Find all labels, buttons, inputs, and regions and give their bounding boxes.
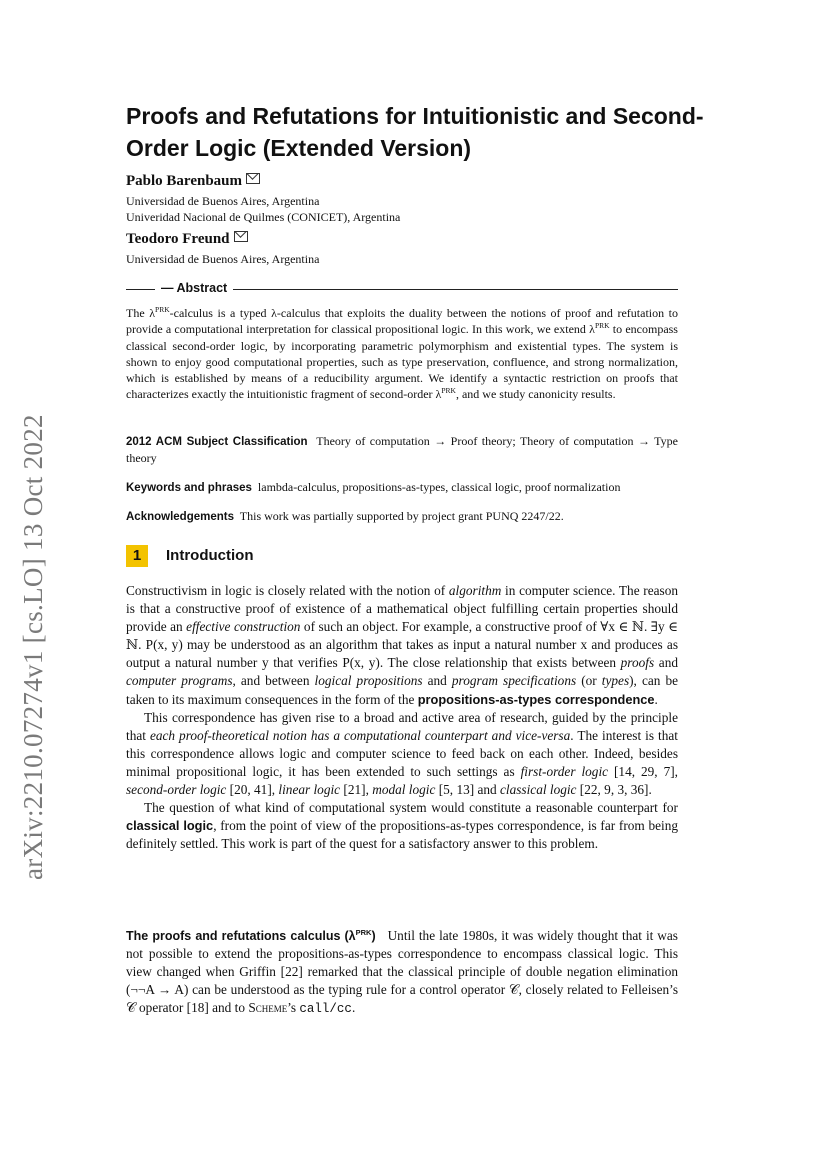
arxiv-identifier: arXiv:2210.07274v1 [cs.LO] 13 Oct 2022 [18,414,48,880]
author-2-name: Teodoro Freund [126,231,230,247]
keywords [126,479,678,496]
author-2 [126,231,248,248]
envelope-icon[interactable] [234,231,248,242]
paragraph: The proofs and refutations calculus $(\lambda^{PRK})$ Until the late 1980s, it was widely thought that it was not possible to extend the propositions-as-types correspondence to encompass classical logic. This view changed when Griffin [22] remarked that the classical principle of double negation elimination (¬¬A → A) can be understood as the typing rule for a control operator 𝒞, closely related to Felleisen’s 𝒞 operator [18] and to Scheme’s call/cc. [126,928,678,1017]
author-1-name: Pablo Barenbaum [126,173,242,189]
paper-title: Proofs and Refutations for Intuitionistic and Second-Order Logic (Extended Version) [126,103,704,161]
acknowledgements-text: This work was partially supported by project grant PUNQ 2247/22. [239,509,564,523]
introduction-body [126,582,678,853]
envelope-icon[interactable] [246,173,260,184]
author-1-affiliations [126,193,400,225]
prk-paragraph [126,927,678,1018]
affiliation: Universidad de Buenos Aires, Argentina [126,194,320,208]
paragraph-heading: The proofs and refutations calculus $(\lambda^{PRK})$ [126,928,376,943]
abstract-dash-icon: — [161,281,177,295]
keywords-label: Keywords and phrases [126,482,252,494]
acknowledgements [126,508,678,525]
keywords-text: lambda-calculus, propositions-as-types, classical logic, proof normalization [257,480,621,494]
abstract-text: The $\lambda^{PRK}$-calculus is a typed λ-calculus that exploits the duality between the notions of proof and refutation to provide a computational interpretation for classical propositional logic. In this work, we extend $\lambda^{PRK}$ to encompass classical second-order logic, by incorporating parametric polymorphism and existential types. The system is shown to enjoy good computational properties, such as type preservation, confluence, and strong normalization, which is established by means of a reducibility argument. We identify a syntactic restriction on proofs that characterizes exactly the intuitionistic fragment of second-order $\lambda^{PRK}$, and we study canonicity results. [126,305,679,402]
affiliation: Universidad de Buenos Aires, Argentina [126,252,320,266]
acknowledgements-label: Acknowledgements [126,511,234,523]
paragraph: This correspondence has given rise to a broad and active area of research, guided by the principle that each proof-theoretical notion has a computational counterpart and vice-versa. The interest is that this correspondence allows logic and computer science to feed back on each other. Indeed, besides minimal propositional logic, it has been extended to such settings as first-order logic [14, 29, 7], second-order logic [20, 41], linear logic [21], modal logic [5, 13] and classical logic [22, 9, 3, 36]. [126,709,678,798]
paragraph: Constructivism in logic is closely related with the notion of algorithm in computer science. The reason is that a constructive proof of existence of a mathematical object fulfilling certain properties should provide an effective construction of such an object. For example, a constructive proof of ∀x ∈ ℕ. ∃y ∈ ℕ. P(x, y) may be understood as an algorithm that takes as input a natural number x and produces as output a natural number y that verifies P(x, y). The close relationship that exists between proofs and computer programs, and between logical propositions and program specifications (or types), can be taken to its maximum consequences in the form of the propositions-as-types correspondence. [126,583,679,707]
acm-classification [126,433,678,467]
abstract-heading: — Abstract [155,281,233,295]
section-title: Introduction [166,547,254,564]
acm-text: Theory of computation → Proof theory; Theory of computation → Type theory [126,434,678,466]
section-number-badge: 1 [126,545,148,567]
affiliation: Univeridad Nacional de Quilmes (CONICET), Argentina [126,210,401,224]
author-2-affiliations [126,251,319,267]
author-1 [126,173,260,190]
paragraph: The question of what kind of computational system would constitute a reasonable counterpart for classical logic, from the point of view of the propositions-as-types correspondence, is far from being definitely settled. This work is part of the quest for a satisfactory answer to this problem. [126,800,678,852]
acm-label: 2012 ACM Subject Classification [126,436,308,448]
